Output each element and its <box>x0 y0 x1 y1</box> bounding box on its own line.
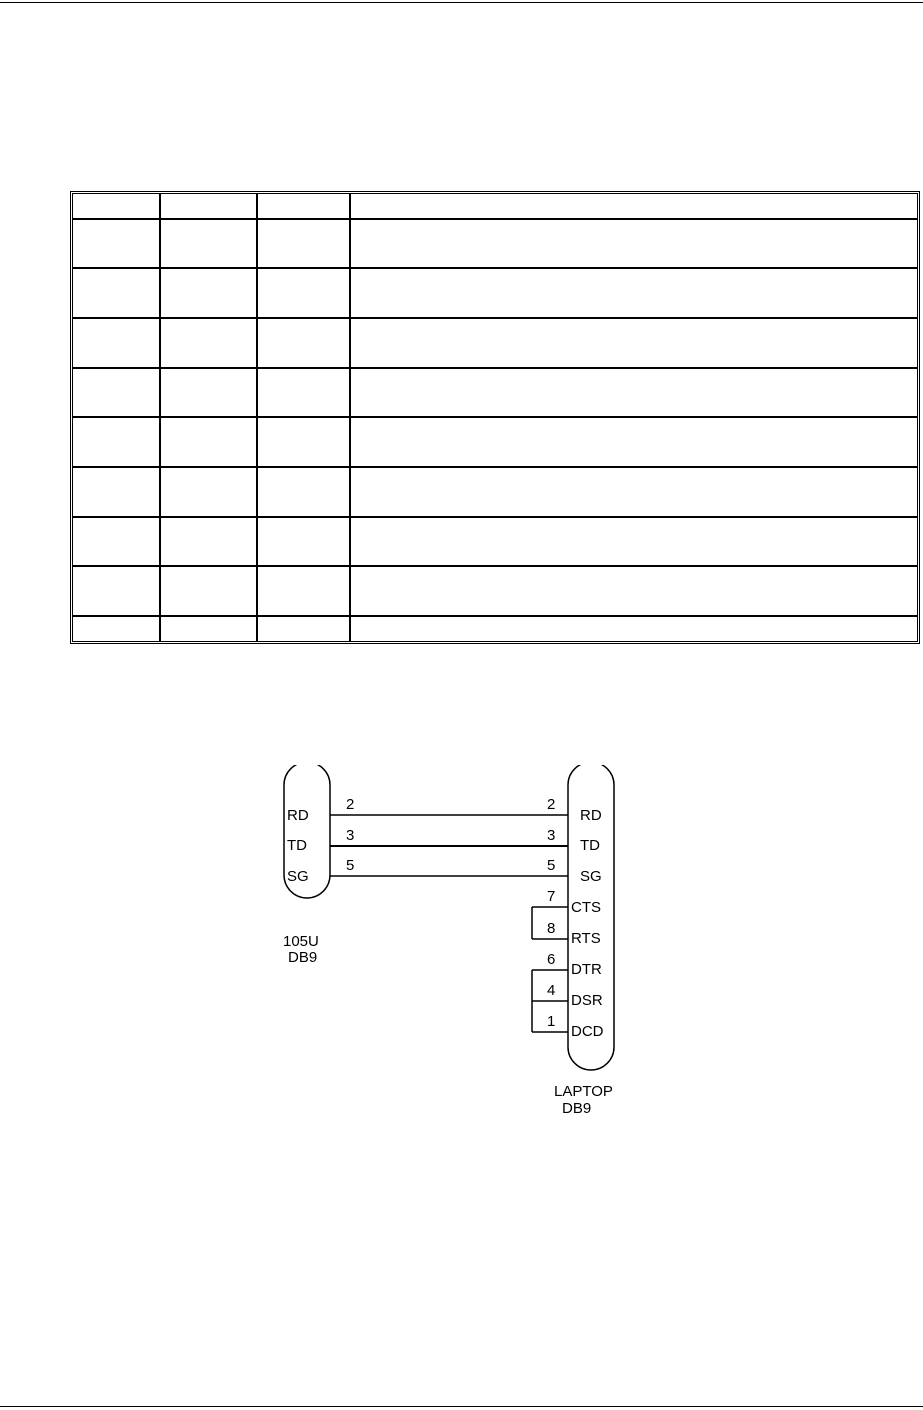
table-cell <box>73 194 160 219</box>
footer-rule <box>0 1406 923 1407</box>
table-cell <box>257 219 350 269</box>
table-cell <box>73 517 160 567</box>
right-signal-dcd: DCD <box>571 1023 604 1040</box>
right-signal-rd: RD <box>580 807 602 824</box>
wire-rd-left-pin: 2 <box>346 796 355 813</box>
table-cell <box>73 616 160 641</box>
table-cell <box>257 616 350 641</box>
table-cell <box>350 219 917 269</box>
left-signal-sg: SG <box>287 868 309 885</box>
table-row <box>73 417 917 467</box>
table-cell <box>257 268 350 318</box>
table-cell <box>257 194 350 219</box>
table-cell <box>350 318 917 368</box>
table-row <box>73 194 917 219</box>
loopback-cts-pin: 7 <box>547 888 556 905</box>
table-cell <box>350 566 917 616</box>
wire-rd-right-pin: 2 <box>547 796 556 813</box>
table-cell <box>350 616 917 641</box>
table-row <box>73 517 917 567</box>
right-connector-name: LAPTOP <box>554 1083 613 1100</box>
table-row <box>73 368 917 418</box>
right-connector-type: DB9 <box>562 1100 592 1117</box>
table-cell <box>160 566 257 616</box>
table-cell <box>160 616 257 641</box>
table-cell <box>73 368 160 418</box>
table-cell <box>160 417 257 467</box>
table-cell <box>160 318 257 368</box>
table-cell <box>73 219 160 269</box>
table-row <box>73 318 917 368</box>
right-signal-td: TD <box>580 837 600 854</box>
table-cell <box>160 467 257 517</box>
pin-table-grid <box>73 194 917 641</box>
right-signal-sg: SG <box>580 868 602 885</box>
table-row <box>73 616 917 641</box>
loopback-dcd-pin: 1 <box>547 1013 556 1030</box>
wire-td-right-pin: 3 <box>547 827 556 844</box>
table-cell <box>257 368 350 418</box>
table-cell <box>160 268 257 318</box>
table-cell <box>73 467 160 517</box>
table-cell <box>160 219 257 269</box>
left-signal-td: TD <box>287 837 307 854</box>
table-cell <box>257 566 350 616</box>
right-signal-cts: CTS <box>571 899 601 916</box>
pin-table <box>70 191 920 644</box>
table-cell <box>160 194 257 219</box>
table-cell <box>257 417 350 467</box>
header-rule <box>0 2 923 3</box>
table-cell <box>350 268 917 318</box>
wire-td-left-pin: 3 <box>346 827 355 844</box>
wire-sg-left-pin: 5 <box>346 857 355 874</box>
right-signal-dsr: DSR <box>571 992 603 1009</box>
table-row <box>73 268 917 318</box>
loopback-dsr-pin: 4 <box>547 982 556 999</box>
table-cell <box>257 318 350 368</box>
wiring-diagram <box>260 765 660 1135</box>
table-row <box>73 566 917 616</box>
loopback-dtr-pin: 6 <box>547 951 556 968</box>
table-cell <box>73 318 160 368</box>
table-cell <box>350 517 917 567</box>
table-cell <box>160 368 257 418</box>
table-row <box>73 219 917 269</box>
left-connector-name: 105U <box>283 933 319 950</box>
table-cell <box>350 467 917 517</box>
left-signal-rd: RD <box>287 807 309 824</box>
table-cell <box>73 566 160 616</box>
table-cell <box>257 517 350 567</box>
table-cell <box>257 467 350 517</box>
table-cell <box>73 417 160 467</box>
left-connector-type: DB9 <box>288 949 318 966</box>
loopback-rts-pin: 8 <box>547 920 556 937</box>
wire-sg-right-pin: 5 <box>547 857 556 874</box>
right-signal-rts: RTS <box>571 930 601 947</box>
right-signal-dtr: DTR <box>571 961 602 978</box>
table-cell <box>350 368 917 418</box>
table-cell <box>350 417 917 467</box>
table-row <box>73 467 917 517</box>
table-cell <box>73 268 160 318</box>
table-cell <box>160 517 257 567</box>
table-cell <box>350 194 917 219</box>
